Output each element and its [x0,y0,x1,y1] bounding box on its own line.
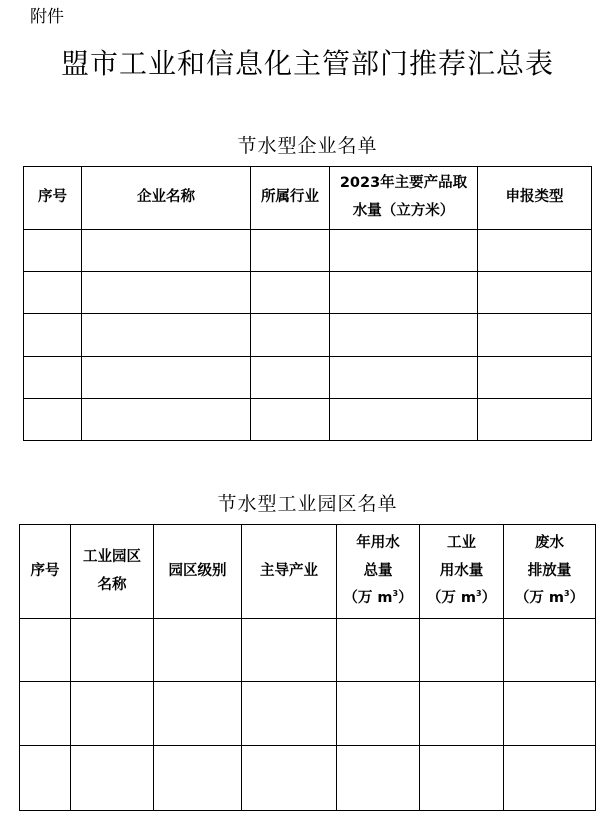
cell-industry[interactable] [251,230,330,272]
cell-application-type[interactable] [478,399,592,441]
cell-park-level[interactable] [154,619,242,682]
header-industry: 所属行业 [251,167,330,230]
header-park-level: 园区级别 [154,525,242,619]
cell-industry[interactable] [251,272,330,314]
cell-water-intake[interactable] [330,357,478,399]
cell-leading-industry[interactable] [242,682,337,746]
cell-park-name[interactable] [71,746,154,811]
attachment-label: 附件 [30,7,64,27]
header-row [20,525,596,619]
cell-wastewater-discharge[interactable] [504,746,596,811]
cell-enterprise-name[interactable] [82,314,251,357]
table-row [20,682,596,746]
cell-industry[interactable] [251,357,330,399]
cell-index[interactable] [24,272,82,314]
table-row [20,619,596,682]
table-row [20,746,596,811]
unit-label: （万 $m^3$） [514,589,585,607]
cell-index[interactable] [20,746,71,811]
cell-wastewater-discharge[interactable] [504,619,596,682]
cell-application-type[interactable] [478,314,592,357]
table-row [24,230,592,272]
cell-index[interactable] [24,230,82,272]
cell-park-level[interactable] [154,682,242,746]
cell-park-name[interactable] [71,682,154,746]
enterprise-table-title: 节水型企业名单 [237,135,378,157]
header-enterprise-name: 企业名称 [82,167,251,230]
cell-index[interactable] [20,619,71,682]
unit-label: （万 $m^3$） [426,589,497,607]
cell-enterprise-name[interactable] [82,272,251,314]
park-table-title: 节水型工业园区名单 [217,493,398,515]
cell-water-intake[interactable] [330,399,478,441]
table-row [24,314,592,357]
header-park-name: 工业园区 名称 [71,525,154,619]
table-row [24,272,592,314]
cell-park-name[interactable] [71,619,154,682]
cell-total-water-use[interactable] [337,682,420,746]
cell-application-type[interactable] [478,230,592,272]
cell-leading-industry[interactable] [242,619,337,682]
unit-label: （万 $m^3$） [343,589,413,607]
table-row [24,399,592,441]
cell-application-type[interactable] [478,272,592,314]
cell-wastewater-discharge[interactable] [504,682,596,746]
header-row [24,167,592,230]
page-title: 盟市工业和信息化主管部门推荐汇总表 [60,47,554,80]
cell-industrial-water-use[interactable] [420,746,504,811]
cell-water-intake[interactable] [330,314,478,357]
header-application-type: 申报类型 [478,167,592,230]
header-index: 序号 [24,167,82,230]
header-industrial-water-use: 工业 用水量 （万 $m^3$） [420,525,504,619]
cell-industrial-water-use[interactable] [420,682,504,746]
cell-leading-industry[interactable] [242,746,337,811]
header-water-intake: 2023年主要产品取 水量（立方米） [330,167,478,230]
cell-industry[interactable] [251,314,330,357]
header-total-water-use: 年用水 总量 （万 $m^3$） [337,525,420,619]
enterprise-table [23,166,592,441]
park-table [19,524,596,811]
cell-index[interactable] [24,399,82,441]
cell-industry[interactable] [251,399,330,441]
cell-water-intake[interactable] [330,230,478,272]
cell-enterprise-name[interactable] [82,357,251,399]
cell-index[interactable] [20,682,71,746]
cell-enterprise-name[interactable] [82,399,251,441]
table-row [24,357,592,399]
header-wastewater-discharge: 废水 排放量 （万 $m^3$） [504,525,596,619]
cell-total-water-use[interactable] [337,619,420,682]
cell-application-type[interactable] [478,357,592,399]
header-index: 序号 [20,525,71,619]
cell-water-intake[interactable] [330,272,478,314]
cell-index[interactable] [24,357,82,399]
cell-park-level[interactable] [154,746,242,811]
cell-index[interactable] [24,314,82,357]
cell-total-water-use[interactable] [337,746,420,811]
header-leading-industry: 主导产业 [242,525,337,619]
cell-industrial-water-use[interactable] [420,619,504,682]
cell-enterprise-name[interactable] [82,230,251,272]
